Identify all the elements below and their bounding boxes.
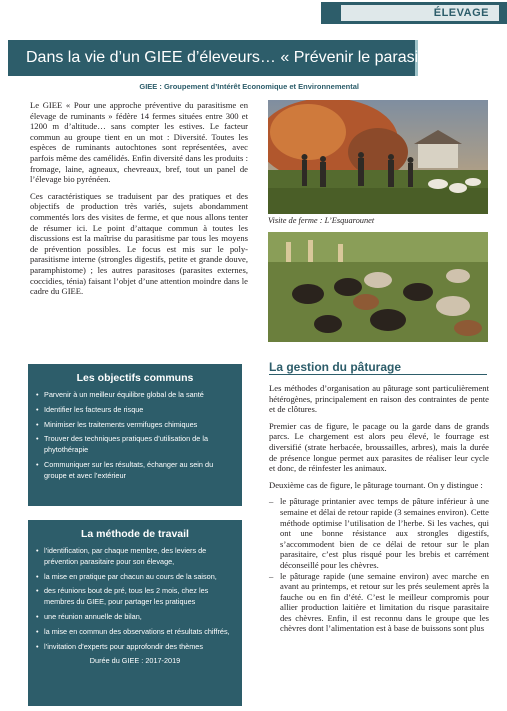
method-duration: Durée du GIEE : 2017-2019 [89, 656, 181, 666]
pasture-item: – le pâturage printanier avec temps de pâture inférieur à une semaine et délai de retour rapide (3 semaines environ). Cette méthode optimise l’utilisation de l’herbe. Si les vaches, qui ont une bonne résistance aux strongles digestifs, s’accommodent bien de ce délai de retour sur le plan parasitaire, c’est plus risqué pour les brebis et carrément déconseillé pour les chèvres. [269, 496, 489, 570]
method-title: La méthode de travail [81, 528, 189, 540]
intro-paragraph-1: Le GIEE « Pour une approche préventive du parasitisme en élevage de ruminants » fédère 14 fermes situées entre 300 et 1200 m d’altitude… sans compter les estives. Le facteur commun au groupe tient en un mot : Diversité. Toutes les espèces de ruminants autochtones sont représentées, avec parfois même des camélidés. Enfin diversité dans les produits : fromage, laine, agneaux, chevreaux, bref, tout un panel de l’élevage bio pyrénéen. [30, 100, 248, 185]
page-subtitle: GIEE : Groupement d’Intérêt Economique et Environnemental [139, 82, 359, 91]
farm-visit-photo-group [268, 100, 488, 214]
method-item: • la mise en pratique par chacun au cours de la saison, [36, 572, 232, 583]
objectives-box [28, 364, 242, 506]
pasture-column [269, 383, 489, 634]
objective-item: • Communiquer sur les résultats, échanger au sein du groupe et avec l’extérieur [36, 460, 232, 482]
pasture-paragraph-1: Les méthodes d’organisation au pâturage sont particulièrement hétérogènes, principalement en raison des contraintes de pente et de clôtures. [269, 383, 489, 415]
section-divider [269, 374, 487, 375]
farm-visit-image [268, 100, 488, 214]
pasture-list [269, 496, 489, 634]
goat-herd-photo-group [268, 232, 488, 342]
objective-item: • Trouver des techniques pratiques d’utilisation de la phytothérapie [36, 434, 232, 456]
objectives-list [28, 390, 242, 482]
method-box [28, 520, 242, 706]
photo-caption: Visite de ferme : L’Esquarounet [268, 216, 375, 225]
pasture-paragraph-2: Premier cas de figure, le pacage ou la garde dans de grands parcs. Le chargement est alors peu élevé, le fourrage est diversifié (strate herbacée, broussailles, arbres), mais la durée de présence longue permet aux parasites de réaliser leur cycle et donc, de réinfester les animaux. [269, 420, 489, 474]
intro-paragraph-2: Ces caractéristiques se traduisent par des pratiques et des objectifs de production très variés, sujets abondamment commentés lors des visites de ferme, et que nous allons tenter de résumer ici. Le point d’attaque commun à toutes les discussions est la maîtrise du parasitisme par tous les moyens de prévention possibles. Le focus est mis sur le poly-parasitisme interne (strongles digestifs, petite et grande douve, paramphistome) ; les autres parasitoses (parasites externes, coccidies, ténia) faisant l’objet d’une attention moindre dans le cadre du GIEE. [30, 190, 248, 297]
objective-item: • Parvenir à un meilleur équilibre global de la santé [36, 390, 232, 401]
page-title: Dans la vie d’un GIEE d’éleveurs… « Prévenir le parasitisme » [26, 49, 470, 66]
section-tag-bar [321, 2, 507, 24]
goat-herd-image [268, 232, 488, 342]
section-tag: ÉLEVAGE [433, 7, 489, 19]
objectives-title: Les objectifs communs [76, 372, 194, 384]
pasture-paragraph-3: Deuxième cas de figure, le pâturage tournant. On y distingue : [269, 479, 483, 490]
method-list [28, 546, 242, 652]
objective-item: • Identifier les facteurs de risque [36, 405, 232, 416]
objective-item: • Minimiser les traitements vermifuges chimiques [36, 420, 232, 431]
method-item: • des réunions bout de pré, tous les 2 mois, chez les membres du GIEE, pour partager les pratiques [36, 586, 232, 608]
method-item: • l’invitation d’experts pour approfondir des thèmes [36, 642, 232, 653]
pasture-item: – le pâturage rapide (une semaine environ) avec marche en avant au printemps, et retour sur les prés seulement après la fauche ou en fin d’été. C’est le meilleur compromis pour allier production laitière et limitation du risque parasitaire des chèvres. Enfin, il est reconnu dans le groupe que les chèvres dont l’alimentation est à base de buissons sont plus [269, 571, 489, 635]
title-banner [8, 40, 470, 76]
method-item: • une réunion annuelle de bilan, [36, 612, 232, 623]
method-item: • l’identification, par chaque membre, des leviers de prévention parasitaire pour son élevage, [36, 546, 232, 568]
pasture-section-title: La gestion du pâturage [269, 360, 402, 374]
method-item: • la mise en commun des observations et résultats chiffrés, [36, 627, 232, 638]
section-tag-panel [341, 5, 499, 21]
intro-column [30, 100, 248, 303]
